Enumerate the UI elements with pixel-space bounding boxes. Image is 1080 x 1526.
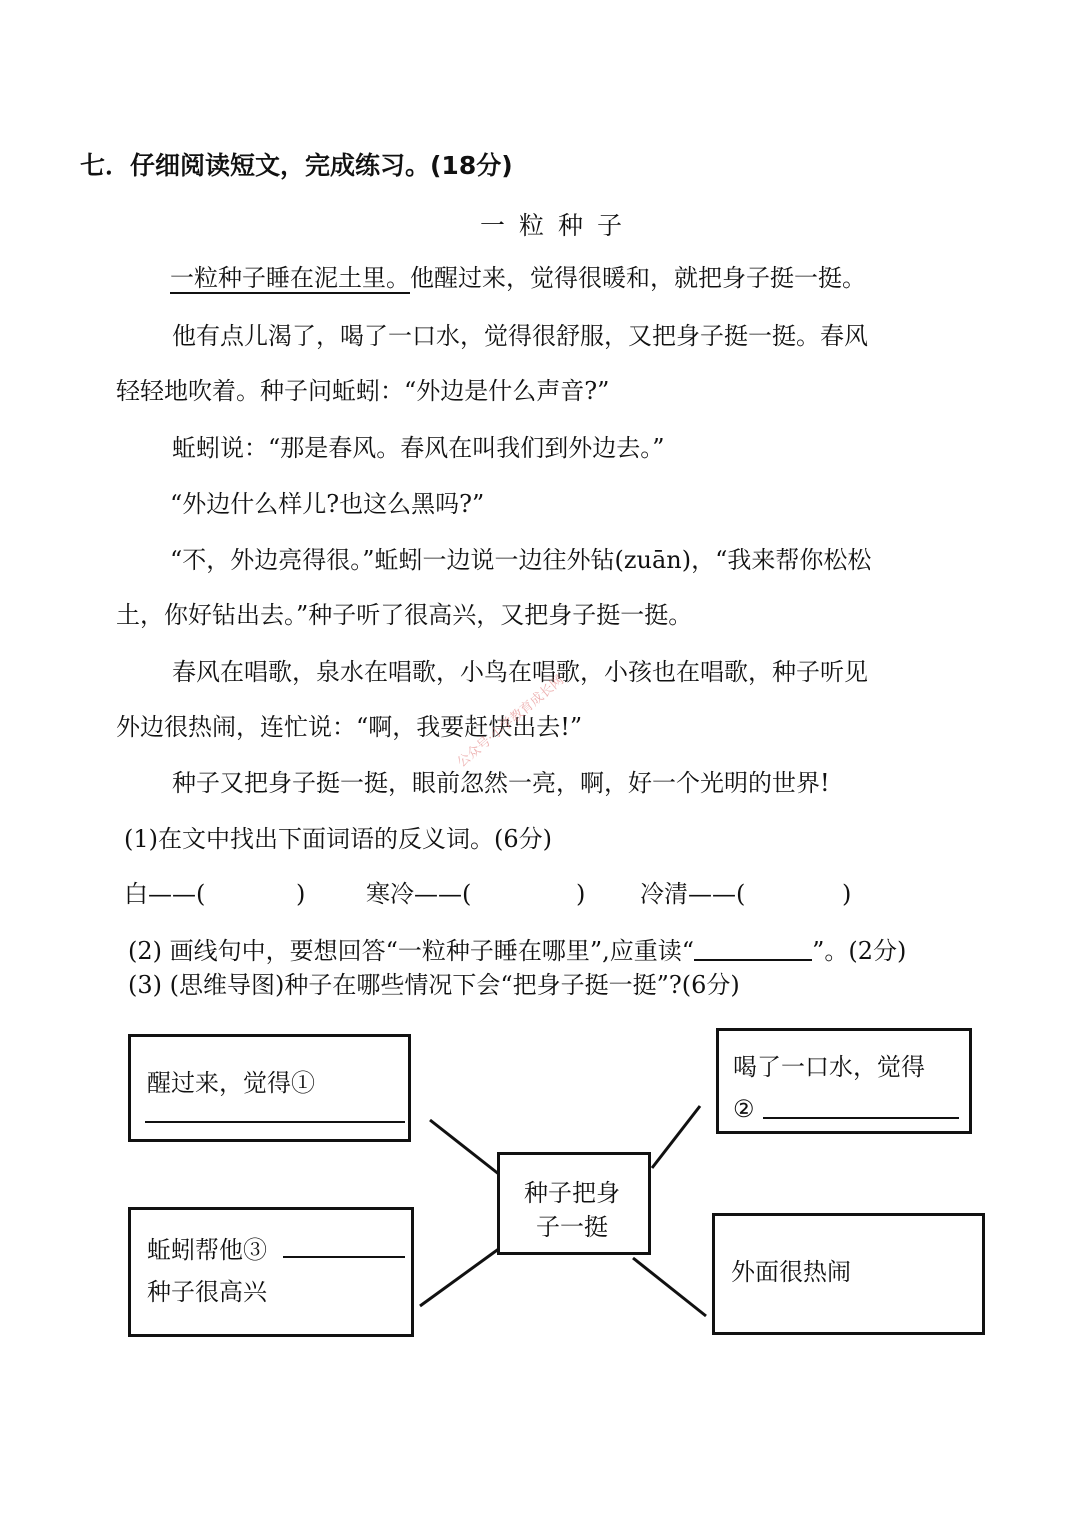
story-title: 一粒种子 — [480, 211, 637, 240]
question-2-tail: ”。(2分) — [812, 937, 907, 965]
center-text-line-2: 子一挺 — [536, 1213, 608, 1241]
circled-number-2: ② — [733, 1095, 755, 1123]
answer-blank-1[interactable] — [145, 1121, 405, 1123]
question-2-text: (2) 画线句中，要想回答“一粒种子睡在哪里”,应重读“ — [128, 937, 695, 965]
answer-blank-2[interactable] — [763, 1117, 959, 1119]
q1-item-2-open: 寒冷——( — [366, 880, 472, 908]
story-paragraph-5-line-1: “不，外边亮得很。”蚯蚓一边说一边往外钻(zuān)，“我来帮你松松 — [170, 546, 872, 574]
box-top-right-text: 喝了一口水，觉得 — [733, 1053, 925, 1081]
question-1: (1)在文中找出下面词语的反义词。(6分) — [124, 825, 552, 853]
mindmap-box-top-left — [128, 1034, 411, 1142]
connector-bottom-left — [420, 1248, 500, 1306]
story-paragraph-4: “外边什么样儿?也这么黑吗?” — [170, 490, 485, 518]
box-bottom-left-text-1: 蚯蚓帮他③ — [147, 1236, 267, 1264]
q1-item-1-close: ) — [296, 880, 306, 908]
box-bottom-right-text: 外面很热闹 — [731, 1258, 851, 1286]
mindmap-center-box — [497, 1152, 651, 1255]
question-3: (3) (思维导图)种子在哪些情况下会“把身子挺一挺”?(6分) — [128, 971, 740, 999]
q1-item-3-close: ) — [842, 880, 852, 908]
story-paragraph-7: 种子又把身子挺一挺，眼前忽然一亮，啊，好一个光明的世界! — [172, 769, 830, 797]
story-paragraph-2-line-2: 轻轻地吹着。种子问蚯蚓：“外边是什么声音?” — [116, 377, 610, 405]
paragraph-1-rest: 他醒过来，觉得很暖和，就把身子挺一挺。 — [410, 264, 866, 292]
box-top-left-text: 醒过来，觉得① — [147, 1069, 315, 1097]
q1-item-1-open: 白——( — [124, 880, 206, 908]
mindmap-box-bottom-right — [712, 1213, 985, 1335]
connector-bottom-right — [633, 1258, 706, 1316]
mindmap-box-bottom-left — [128, 1207, 414, 1337]
watermark: 公众号·小学教育成长网 — [454, 672, 567, 771]
q1-item-2-close: ) — [576, 880, 586, 908]
story-paragraph-5-line-2: 土，你好钻出去。”种子听了很高兴，又把身子挺一挺。 — [116, 601, 693, 629]
q1-item-3-open: 冷清——( — [640, 880, 746, 908]
story-paragraph-3: 蚯蚓说：“那是春风。春风在叫我们到外边去。” — [172, 434, 665, 462]
mindmap-box-top-right — [716, 1028, 972, 1134]
connector-top-left — [430, 1120, 500, 1175]
connector-top-right — [652, 1106, 700, 1168]
underlined-sentence: 一粒种子睡在泥土里。 — [170, 264, 410, 292]
story-paragraph-6-line-1: 春风在唱歌，泉水在唱歌，小鸟在唱歌，小孩也在唱歌，种子听见 — [172, 658, 868, 686]
answer-blank-3[interactable] — [283, 1256, 405, 1258]
box-bottom-left-text-2: 种子很高兴 — [147, 1278, 267, 1306]
section-title: 七．仔细阅读短文，完成练习。(18分) — [80, 151, 513, 180]
center-text-line-1: 种子把身 — [524, 1179, 620, 1207]
story-paragraph-6-line-2: 外边很热闹，连忙说：“啊，我要赶快出去!” — [116, 713, 583, 741]
story-paragraph-2-line-1: 他有点儿渴了，喝了一口水，觉得很舒服，又把身子挺一挺。春风 — [172, 322, 868, 350]
